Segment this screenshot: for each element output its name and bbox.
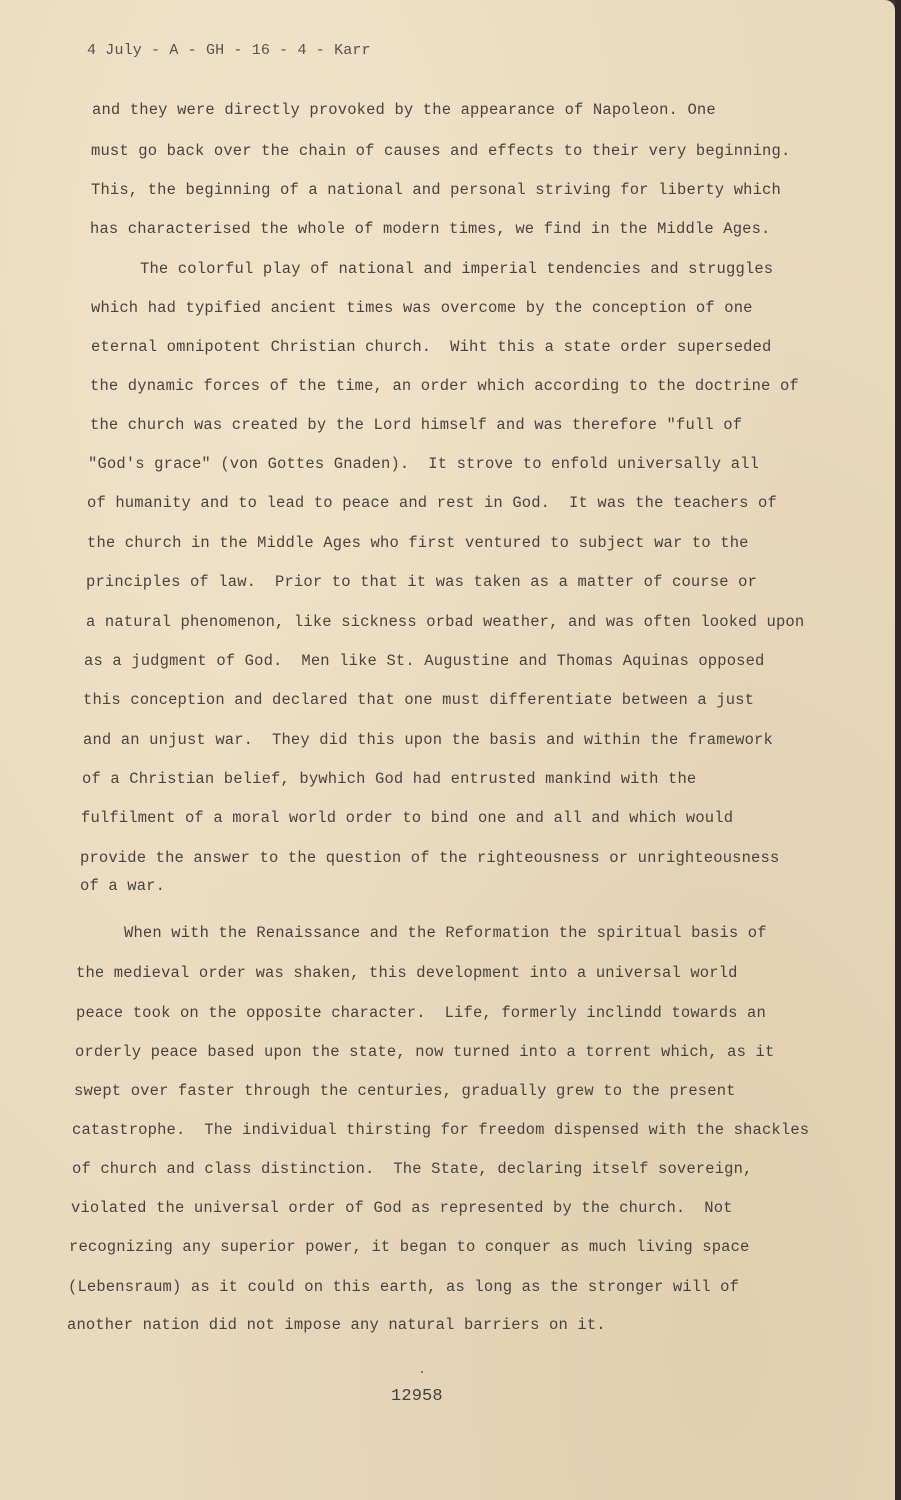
page-edge-shadow xyxy=(895,0,901,1500)
text-line: as a judgment of God. Men like St. Augustine and Thomas Aquinas opposed xyxy=(84,652,765,670)
text-line: This, the beginning of a national and personal striving for liberty which xyxy=(91,181,781,199)
text-line: The colorful play of national and imperial tendencies and struggles xyxy=(140,260,774,278)
text-line: this conception and declared that one must differentiate between a just xyxy=(83,691,755,709)
text-line: the church in the Middle Ages who first ventured to subject war to the xyxy=(87,534,749,552)
document-reference-header: 4 July - A - GH - 16 - 4 - Karr xyxy=(87,42,371,59)
text-line: of a war. xyxy=(80,877,166,895)
text-line: which had typified ancient times was overcome by the conception of one xyxy=(91,299,753,317)
text-line: recognizing any superior power, it began to conquer as much living space xyxy=(69,1238,750,1256)
page-number: 12958 xyxy=(391,1387,443,1406)
text-line: When with the Renaissance and the Reformation the spiritual basis of xyxy=(124,924,767,942)
text-line: has characterised the whole of modern times, we find in the Middle Ages. xyxy=(90,220,771,238)
text-line: catastrophe. The individual thirsting for freedom dispensed with the shackles xyxy=(72,1121,810,1139)
text-line: swept over faster through the centuries, gradually grew to the present xyxy=(74,1082,736,1100)
text-line: provide the answer to the question of the righteousness or unrighteousness xyxy=(80,849,780,867)
text-line: peace took on the opposite character. Life, formerly inclindd towards an xyxy=(76,1004,766,1022)
text-line: (Lebensraum) as it could on this earth, as long as the stronger will of xyxy=(68,1278,740,1296)
text-line: of a Christian belief, bywhich God had entrusted mankind with the xyxy=(82,770,697,788)
text-line: the church was created by the Lord himself and was therefore "full of xyxy=(90,416,743,434)
text-line: principles of law. Prior to that it was taken as a matter of course or xyxy=(86,573,758,591)
text-line: must go back over the chain of causes and effects to their very beginning. xyxy=(91,142,791,160)
text-line: orderly peace based upon the state, now turned into a torrent which, as it xyxy=(75,1043,775,1061)
paper-speck xyxy=(421,1371,423,1373)
text-line: eternal omnipotent Christian church. Wiht this a state order superseded xyxy=(91,338,772,356)
text-line: the dynamic forces of the time, an order which according to the doctrine of xyxy=(90,377,799,395)
text-line: the medieval order was shaken, this development into a universal world xyxy=(76,964,738,982)
text-line: another nation did not impose any natural barriers on it. xyxy=(67,1316,606,1334)
text-line: fulfilment of a moral world order to bind one and all and which would xyxy=(81,809,734,827)
text-line: of humanity and to lead to peace and rest in God. It was the teachers of xyxy=(87,494,777,512)
text-line: and they were directly provoked by the appearance of Napoleon. One xyxy=(92,101,716,119)
text-line: violated the universal order of God as represented by the church. Not xyxy=(71,1199,733,1217)
text-line: of church and class distinction. The State, declaring itself sovereign, xyxy=(72,1160,753,1178)
text-line: and an unjust war. They did this upon the basis and within the framework xyxy=(83,731,773,749)
text-line: "God's grace" (von Gottes Gnaden). It strove to enfold universally all xyxy=(88,455,760,473)
text-line: a natural phenomenon, like sickness orbad weather, and was often looked upon xyxy=(86,613,805,631)
